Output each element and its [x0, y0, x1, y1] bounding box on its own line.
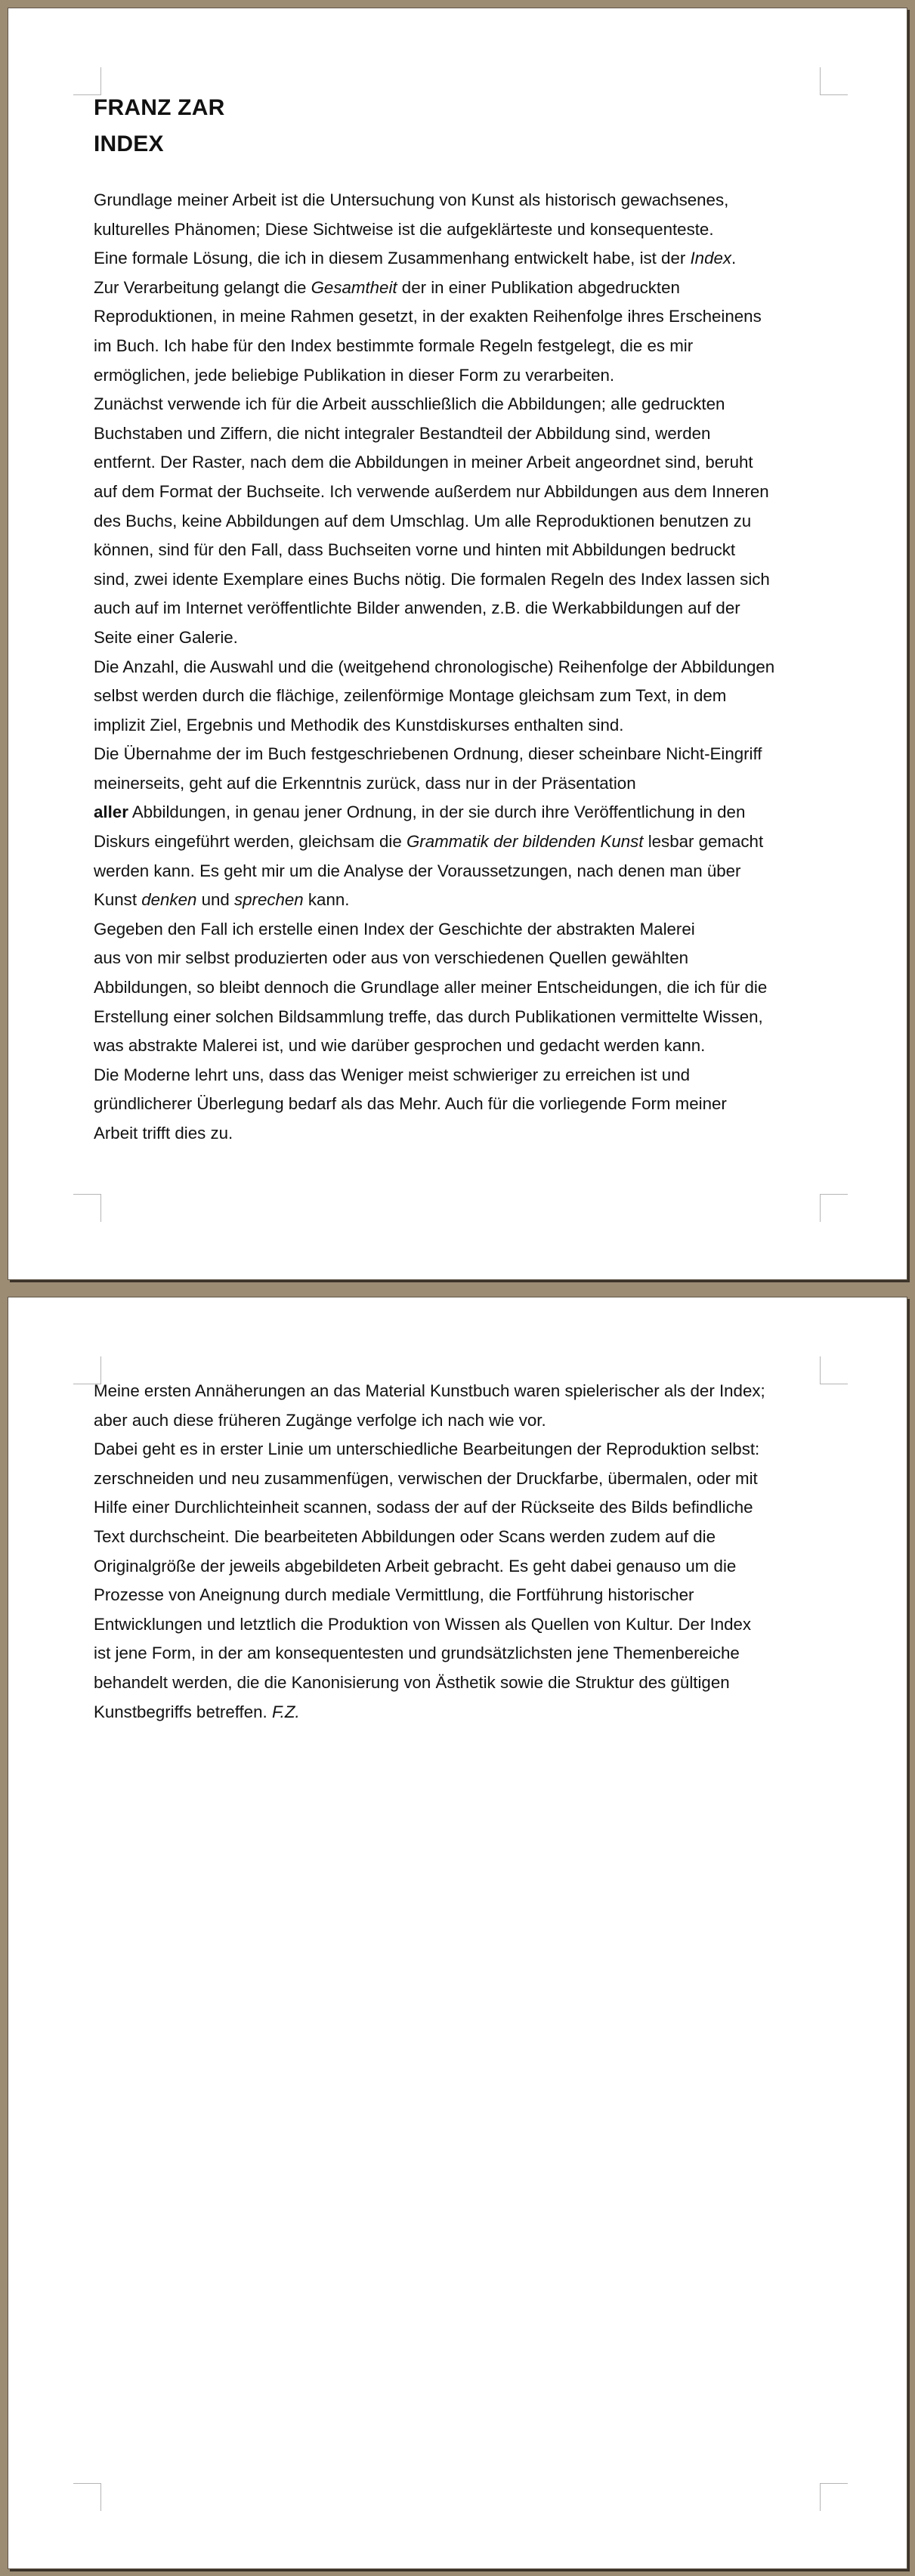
crop-mark-bottom-right — [820, 2483, 848, 2511]
page-1-content — [94, 93, 834, 1149]
text-run: Abbildungen, in genau jener Ordnung, in der sie durch ihre Veröffentlichung in den — [128, 802, 746, 822]
text-line — [94, 244, 834, 274]
text-run: Kunst — [94, 890, 142, 910]
text-line — [94, 1464, 834, 1494]
text-run: Gegeben den Fall ich erstelle einen Index der Geschichte der abstrakten Malerei — [94, 919, 695, 939]
text-run: der in einer Publikation abgedruckten — [397, 277, 680, 297]
text-run: sind, zwei idente Exemplare eines Buchs nötig. Die formalen Regeln des Index lassen sich — [94, 569, 770, 589]
text-line — [94, 798, 834, 827]
text-line — [94, 740, 834, 769]
text-line — [94, 1377, 834, 1406]
crop-mark-bottom-left — [73, 2483, 101, 2511]
text-line — [94, 1639, 834, 1668]
text-run: Kunstbegriffs betreffen. — [94, 1702, 272, 1721]
text-line — [94, 1581, 834, 1610]
text-run: meinerseits, geht auf die Erkenntnis zurück, dass nur in der Präsentation — [94, 773, 636, 793]
crop-mark-bottom-right — [820, 1194, 848, 1222]
text-line — [94, 1698, 834, 1727]
text-run: werden kann. Es geht mir um die Analyse der Voraussetzungen, nach denen man über — [94, 861, 741, 880]
text-run: Abbildungen, so bleibt dennoch die Grundlage aller meiner Entscheidungen, die ich für die — [94, 978, 768, 997]
text-line — [94, 827, 834, 857]
text-line — [94, 1435, 834, 1464]
italic-text: Gesamtheit — [311, 277, 397, 297]
text-run: ermöglichen, jede beliebige Publikation in dieser Form zu verarbeiten. — [94, 365, 615, 385]
page-2-body-text — [94, 1377, 834, 1727]
text-line — [94, 1003, 834, 1032]
text-line — [94, 623, 834, 653]
italic-text: Grammatik der bildenden Kunst — [406, 832, 644, 852]
text-run: zerschneiden und neu zusammenfügen, verwischen der Druckfarbe, übermalen, oder mit — [94, 1468, 758, 1488]
text-line — [94, 1119, 834, 1149]
text-line — [94, 915, 834, 945]
text-line — [94, 274, 834, 303]
text-line — [94, 886, 834, 915]
text-run: entfernt. Der Raster, nach dem die Abbildungen in meiner Arbeit angeordnet sind, beruht — [94, 453, 753, 472]
text-run: lesbar gemacht — [643, 832, 764, 852]
text-line — [94, 507, 834, 537]
text-line — [94, 1493, 834, 1523]
document-title: INDEX — [94, 131, 164, 156]
text-line — [94, 1061, 834, 1090]
document-page-1 — [8, 8, 907, 1280]
text-run: Die Übernahme der im Buch festgeschriebenen Ordnung, dieser scheinbare Nicht-Eingriff — [94, 744, 762, 764]
text-line — [94, 653, 834, 682]
italic-text: denken — [141, 890, 197, 910]
text-run: implizit Ziel, Ergebnis und Methodik des Kunstdiskurses enthalten sind. — [94, 715, 624, 734]
text-run: Originalgröße der jeweils abgebildeten Arbeit gebracht. Es geht dabei genauso um die — [94, 1556, 737, 1576]
text-run: Meine ersten Annäherungen an das Material Kunstbuch waren spielerischer als der Index; — [94, 1381, 765, 1400]
text-run: Erstellung einer solchen Bildsammlung treffe, das durch Publikationen vermittelte Wissen, — [94, 1007, 763, 1026]
text-line — [94, 682, 834, 711]
text-line — [94, 478, 834, 507]
text-run: Zunächst verwende ich für die Arbeit ausschließlich die Abbildungen; alle gedruckten — [94, 394, 725, 414]
text-run: Prozesse von Aneignung durch mediale Vermittlung, die Fortführung historischer — [94, 1585, 694, 1605]
page-2-content — [94, 1377, 834, 1727]
text-run: Grundlage meiner Arbeit ist die Untersuchung von Kunst als historisch gewachsenes, — [94, 190, 729, 209]
crop-mark-top-right — [820, 67, 848, 95]
text-line — [94, 1610, 834, 1640]
text-line — [94, 973, 834, 1003]
text-line — [94, 1031, 834, 1061]
text-run: ist jene Form, in der am konsequentesten und grundsätzlichsten jene Themenbereiche — [94, 1644, 740, 1663]
text-run: Die Moderne lehrt uns, dass das Weniger meist schwieriger zu erreichen ist und — [94, 1065, 691, 1084]
text-run: auf dem Format der Buchseite. Ich verwende außerdem nur Abbildungen aus dem Inneren — [94, 481, 769, 501]
text-run: aus von mir selbst produzierten oder aus von verschiedenen Quellen gewählten — [94, 948, 689, 968]
text-line — [94, 302, 834, 332]
author-name: FRANZ ZAR — [94, 95, 225, 120]
text-run: . — [731, 249, 737, 268]
text-line — [94, 594, 834, 623]
text-run: kann. — [303, 890, 350, 910]
italic-text: sprechen — [233, 890, 304, 910]
text-run: Eine formale Lösung, die ich in diesem Zusammenhang entwickelt habe, ist der — [94, 249, 691, 268]
text-run: Die Anzahl, die Auswahl und die (weitgehend chronologische) Reihenfolge der Abbildungen — [94, 657, 775, 676]
italic-text: F.Z. — [271, 1702, 300, 1721]
text-run: Arbeit trifft dies zu. — [94, 1124, 233, 1143]
text-line — [94, 565, 834, 595]
text-run: gründlicherer Überlegung bedarf als das Mehr. Auch für die vorliegende Form meiner — [94, 1094, 727, 1114]
text-run: Diskurs eingeführt werden, gleichsam die — [94, 832, 406, 852]
text-line — [94, 769, 834, 799]
text-line — [94, 1523, 834, 1552]
text-run: kulturelles Phänomen; Diese Sichtweise ist die aufgeklärteste und konsequenteste. — [94, 219, 714, 239]
text-line — [94, 1668, 834, 1698]
text-run: was abstrakte Malerei ist, und wie darüber gesprochen und gedacht werden kann. — [94, 1036, 706, 1056]
text-run: des Buchs, keine Abbildungen auf dem Umschlag. Um alle Reproduktionen benutzen zu — [94, 511, 752, 530]
text-line — [94, 711, 834, 741]
text-run: und — [196, 890, 234, 910]
text-line — [94, 332, 834, 361]
text-run: aber auch diese früheren Zugänge verfolge ich nach wie vor. — [94, 1410, 546, 1430]
text-line — [94, 448, 834, 478]
text-line — [94, 1090, 834, 1119]
text-run: Dabei geht es in erster Linie um unterschiedliche Bearbeitungen der Reproduktion selbst: — [94, 1440, 760, 1459]
text-run: Text durchscheint. Die bearbeiteten Abbildungen oder Scans werden zudem auf die — [94, 1526, 716, 1546]
text-line — [94, 536, 834, 565]
document-page-2 — [8, 1297, 907, 2569]
text-run: auch auf im Internet veröffentlichte Bilder anwenden, z.B. die Werkabbildungen auf der — [94, 598, 740, 618]
text-run: Zur Verarbeitung gelangt die — [94, 277, 311, 297]
text-line — [94, 390, 834, 419]
text-line — [94, 857, 834, 886]
text-run: Seite einer Galerie. — [94, 627, 238, 647]
italic-text: Index — [690, 249, 732, 268]
text-run: selbst werden durch die flächige, zeilenförmige Montage gleichsam zum Text, in dem — [94, 686, 727, 706]
text-line — [94, 361, 834, 391]
text-line — [94, 186, 834, 215]
text-line — [94, 944, 834, 973]
crop-mark-bottom-left — [73, 1194, 101, 1222]
text-line — [94, 1552, 834, 1582]
text-run: behandelt werden, die die Kanonisierung von Ästhetik sowie die Struktur des gültigen — [94, 1672, 730, 1692]
text-line — [94, 419, 834, 449]
text-run: Reproduktionen, in meine Rahmen gesetzt, in der exakten Reihenfolge ihres Erscheinens — [94, 307, 762, 326]
page-1-body-text — [94, 186, 834, 1149]
crop-mark-top-left — [73, 67, 101, 95]
text-run: Entwicklungen und letztlich die Produktion von Wissen als Quellen von Kultur. Der Index — [94, 1614, 752, 1634]
text-run: im Buch. Ich habe für den Index bestimmte formale Regeln festgelegt, die es mir — [94, 336, 694, 355]
text-run: können, sind für den Fall, dass Buchseiten vorne und hinten mit Abbildungen bedruckt — [94, 540, 736, 560]
text-run: Hilfe einer Durchlichteinheit scannen, sodass der auf der Rückseite des Bilds befindliche — [94, 1498, 753, 1517]
bold-text: aller — [94, 802, 128, 822]
text-line — [94, 1406, 834, 1436]
text-run: Buchstaben und Ziffern, die nicht integraler Bestandteil der Abbildung sind, werden — [94, 423, 711, 443]
text-line — [94, 215, 834, 245]
